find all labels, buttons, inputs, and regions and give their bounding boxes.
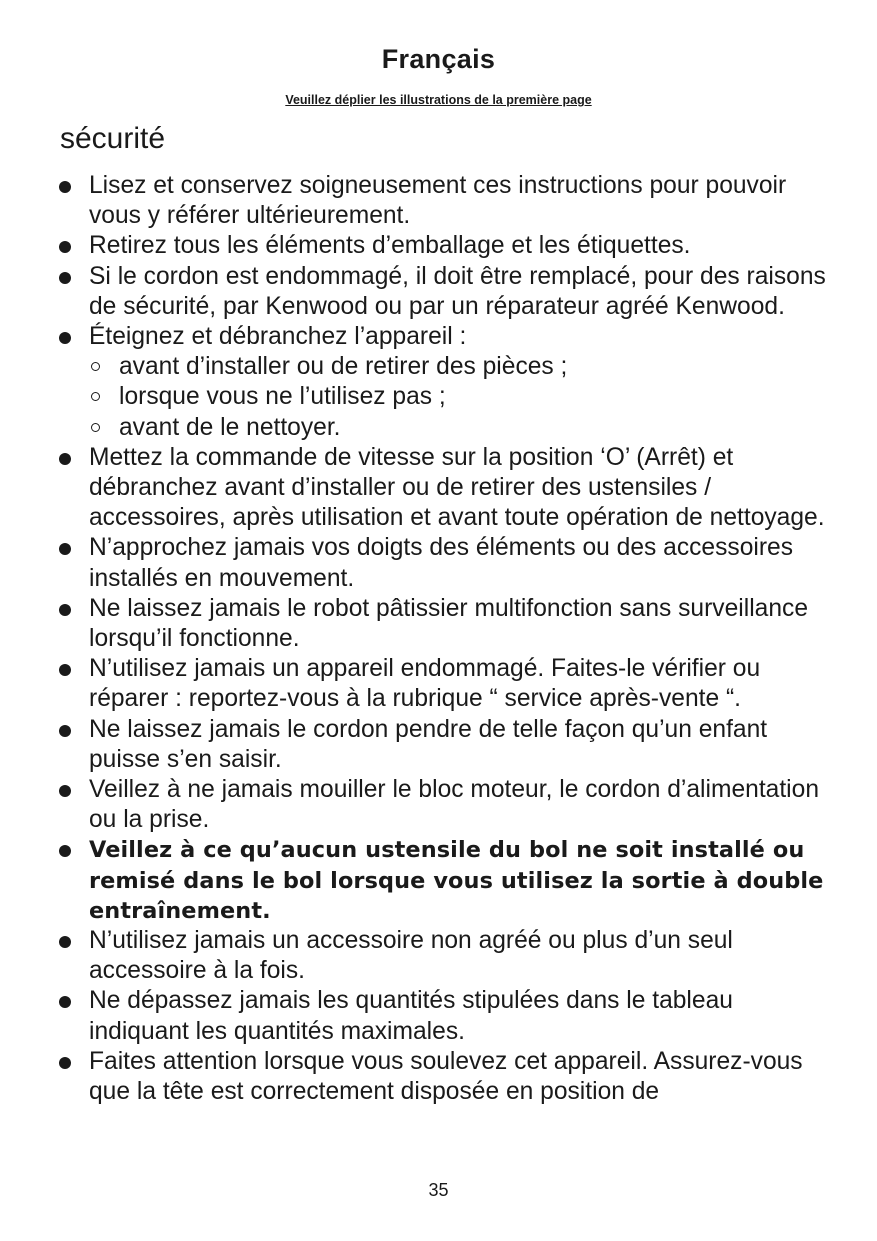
list-item-text: N’approchez jamais vos doigts des éléments ou des accessoires installés en mouvement. (89, 534, 794, 592)
section-heading: sécurité (60, 122, 166, 155)
list-item (58, 171, 828, 231)
list-item (58, 1047, 828, 1107)
list-item-text: Retirez tous les éléments d’emballage et les étiquettes. (89, 232, 691, 260)
list-item-text: Veillez à ne jamais mouiller le bloc moteur, le cordon d’alimentation ou la prise. (89, 776, 819, 834)
list-item (58, 715, 828, 775)
bullet-icon (59, 996, 71, 1008)
bullet-icon (59, 785, 71, 797)
page-number: 35 (428, 1180, 449, 1200)
circle-bullet-icon (91, 423, 100, 432)
list-item-text: Ne dépassez jamais les quantités stipulées dans le tableau indiquant les quantités maximales. (89, 987, 733, 1045)
list-item (58, 533, 828, 593)
sub-list-item-text: avant de le nettoyer. (119, 413, 341, 441)
sub-list-item-text: avant d’installer ou de retirer des pièces ; (119, 353, 568, 381)
bullet-icon (59, 845, 71, 857)
list-item (58, 322, 828, 443)
bullet-icon (59, 453, 71, 465)
safety-list (58, 171, 828, 1107)
list-item (58, 231, 828, 261)
list-item (58, 594, 828, 654)
list-item-text: Mettez la commande de vitesse sur la position ‘O’ (Arrêt) et débranchez avant d’installer ou de retirer des ustensiles / accessoires, après utilisation et avant toute opération de nettoyage. (89, 443, 825, 532)
fold-out-instruction: Veuillez déplier les illustrations de la première page (285, 93, 592, 107)
bullet-icon (59, 181, 71, 193)
list-item-text: Ne laissez jamais le cordon pendre de telle façon qu’un enfant puisse s’en saisir. (89, 715, 768, 773)
safety-section (58, 171, 828, 1107)
bullet-icon (59, 725, 71, 737)
page-title: Français (381, 44, 496, 74)
bullet-icon (59, 664, 71, 676)
bullet-icon (59, 604, 71, 616)
bullet-icon (59, 543, 71, 555)
sub-list-item (89, 413, 828, 443)
list-item-text: Ne laissez jamais le robot pâtissier multifonction sans surveillance lorsqu’il fonctionne. (89, 594, 808, 653)
circle-bullet-icon (91, 362, 100, 371)
sub-list-item-text: lorsque vous ne l’utilisez pas ; (119, 383, 446, 411)
list-item-text: N’utilisez jamais un accessoire non agréé ou plus d’un seul accessoire à la fois. (89, 927, 733, 985)
list-item-text: Faites attention lorsque vous soulevez cet appareil. Assurez-vous que la tête est correctement disposée en position de (89, 1047, 803, 1106)
list-item-text: Lisez et conservez soigneusement ces instructions pour pouvoir vous y référer ultérieurement. (89, 172, 787, 230)
circle-bullet-icon (91, 392, 100, 401)
warning-text: Veillez à ce qu’aucun ustensile du bol ne soit installé ou remisé dans le bol lorsque vous utilisez la sortie à double entraînement. (89, 837, 824, 924)
bullet-icon (59, 241, 71, 253)
list-item-text: N’utilisez jamais un appareil endommagé. Faites-le vérifier ou réparer : reportez-vous à la rubrique “ service après-vente “. (89, 655, 761, 713)
list-item (58, 775, 828, 835)
sub-list (89, 352, 828, 443)
list-item-text: Éteignez et débranchez l’appareil : (89, 323, 467, 351)
list-item (58, 262, 828, 322)
bullet-icon (59, 332, 71, 344)
bullet-icon (59, 1057, 71, 1069)
sub-list-item (89, 382, 828, 412)
list-item-text: Si le cordon est endommagé, il doit être remplacé, pour des raisons de sécurité, par Kenwood ou par un réparateur agréé Kenwood. (89, 262, 826, 320)
list-item-warning (58, 835, 828, 926)
bullet-icon (59, 936, 71, 948)
sub-list-item (89, 352, 828, 382)
list-item (58, 986, 828, 1046)
bullet-icon (59, 272, 71, 284)
list-item (58, 654, 828, 714)
list-item (58, 926, 828, 986)
list-item (58, 443, 828, 534)
